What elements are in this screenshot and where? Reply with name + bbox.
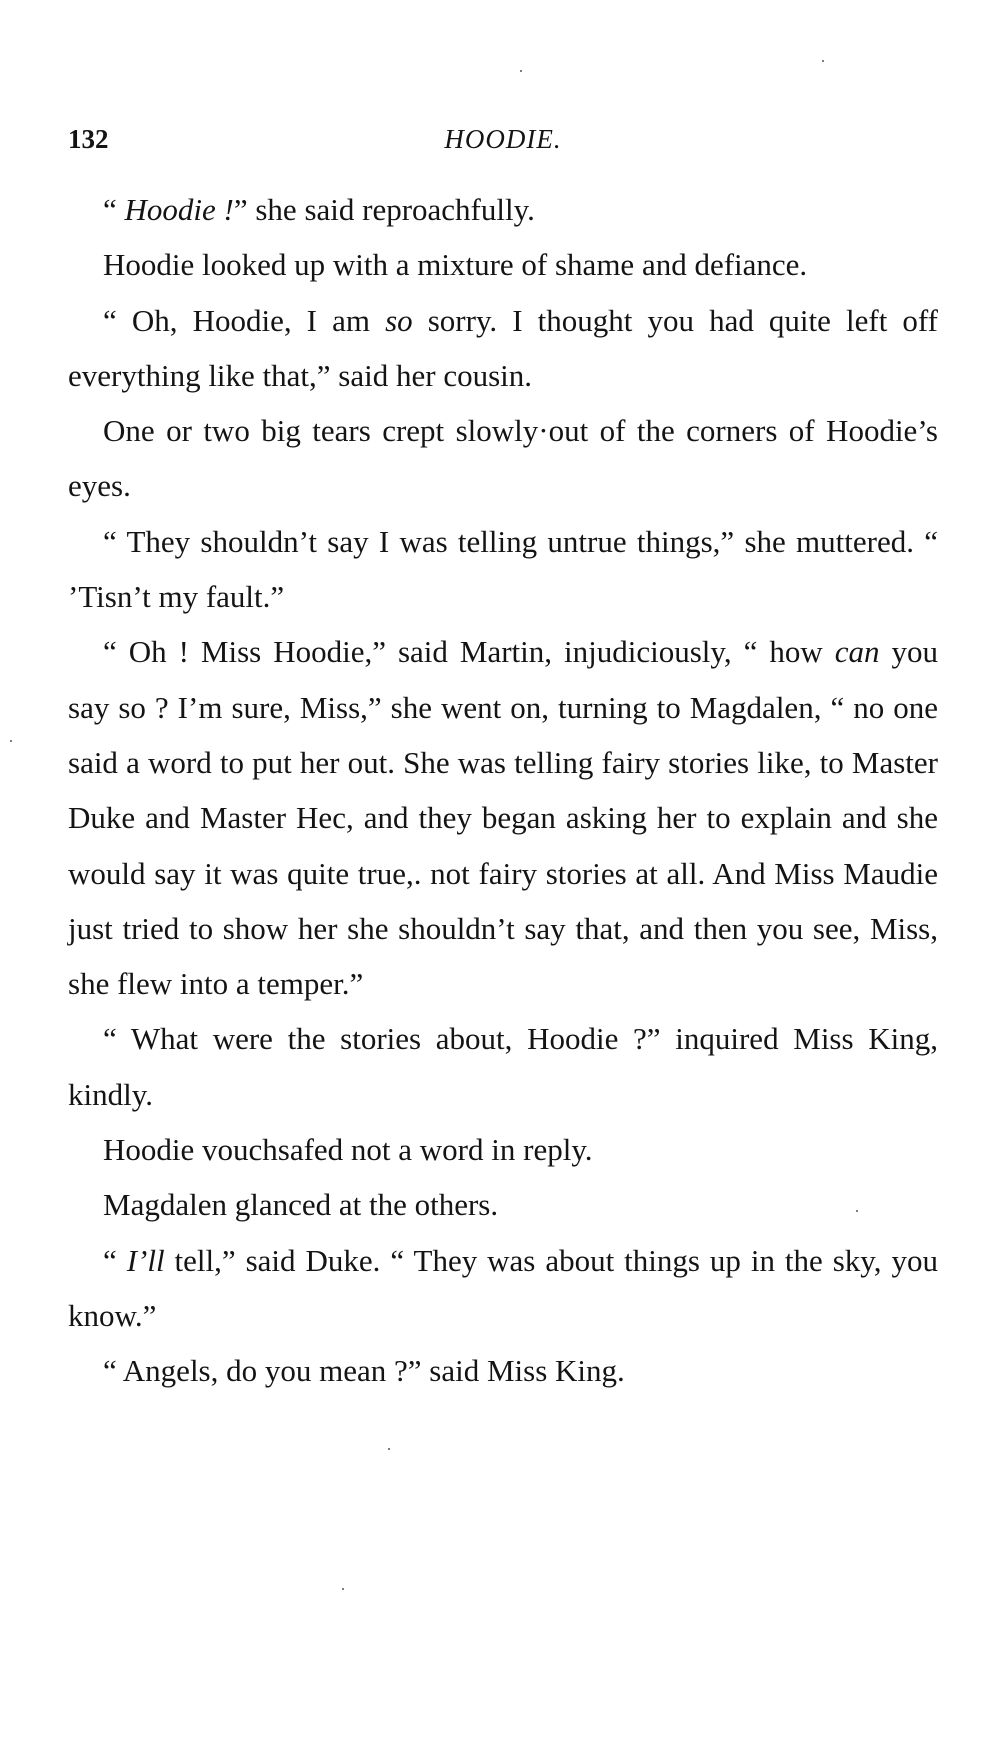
paragraph [68, 1343, 938, 1398]
paragraph [68, 293, 938, 404]
text-run: “ What were the stories about, Hoodie ?” inquired Miss King, kindly. [68, 1021, 938, 1112]
page-number: 132 [68, 124, 109, 154]
print-speck [342, 1588, 344, 1590]
text-run: One or two big tears crept slowly·out of the corners of Hoodie’s eyes. [68, 413, 938, 504]
italic-text: so [385, 302, 413, 338]
text-run: you say so ? I’m sure, Miss,” she went on, turning to Magdalen, “ no one said a word to put her out. She was telling fairy stories like, to Master Duke and Master Hec, and they began asking her to explain and she would say it was quite true,. not fairy stories at all. And Miss Maudie just tried to show her she shouldn’t say that, and then you see, Miss, she flew into a temper.” [68, 634, 939, 1002]
text-run: Hoodie looked up with a mixture of shame and defiance. [103, 247, 808, 283]
print-speck [822, 60, 824, 62]
text-run: “ [103, 1242, 127, 1278]
text-run: “ [103, 192, 125, 227]
italic-text: can [834, 634, 880, 670]
text-run: ” she said reproachfully. [233, 192, 535, 227]
print-speck [856, 1210, 858, 1212]
paragraph [68, 182, 938, 237]
running-title: HOODIE. [444, 124, 562, 154]
paragraph [68, 514, 938, 625]
print-speck [10, 740, 12, 742]
text-run: “ Angels, do you mean ?” said Miss King. [103, 1353, 625, 1389]
text-run: “ Oh, Hoodie, I am [103, 302, 386, 338]
paragraph [68, 403, 938, 514]
paragraph [68, 1233, 938, 1344]
text-run: sorry. I thought you had quite left off everything like that,” said her cousin. [68, 302, 938, 393]
text-run: Magdalen glanced at the others. [103, 1187, 499, 1223]
text-run: “ They shouldn’t say I was telling untrue things,” she muttered. “ ’Tisn’t my fault.” [68, 523, 938, 615]
text-run: tell,” said Duke. “ They was about things up in the sky, you know.” [68, 1242, 938, 1333]
text-run: Hoodie vouchsafed not a word in reply. [103, 1132, 593, 1168]
paragraph [68, 237, 938, 292]
paragraph [68, 624, 938, 1011]
text-run: “ Oh ! Miss Hoodie,” said Martin, injudiciously, “ how [103, 634, 835, 670]
body-text [68, 182, 938, 1399]
italic-text: I’ll [126, 1242, 165, 1278]
print-speck [388, 1448, 390, 1450]
paragraph [68, 1177, 938, 1232]
running-head [68, 124, 938, 164]
print-speck [520, 70, 522, 72]
paragraph [68, 1011, 938, 1122]
paragraph [68, 1122, 938, 1177]
italic-text: Hoodie ! [124, 192, 234, 227]
